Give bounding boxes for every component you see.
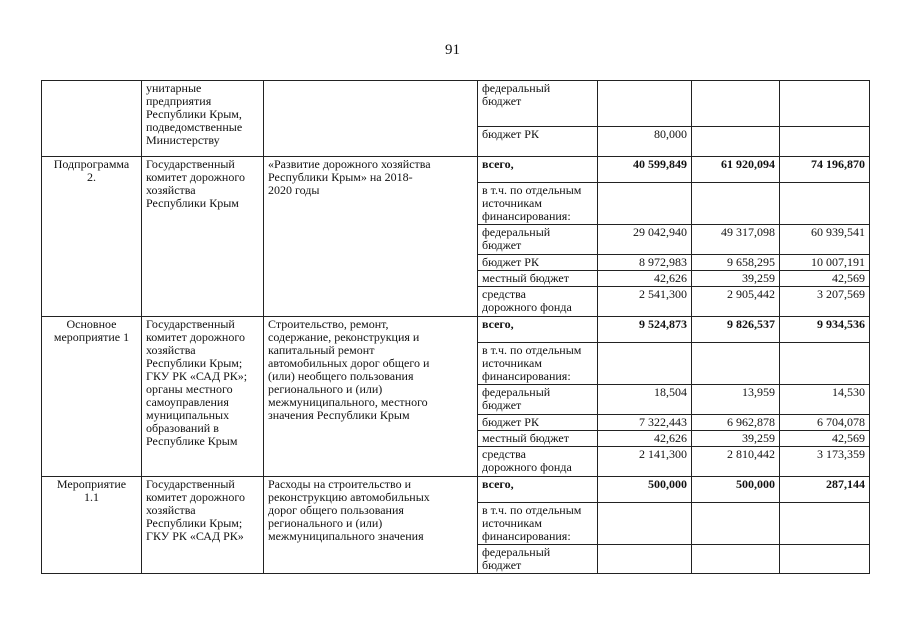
activity-line: (или) необщего пользования [268,369,414,383]
activity-line: межмуниципального значения [268,529,424,543]
executor-line: Республики Крым, [146,107,242,121]
amount-cell-3: 74 196,870 [780,157,870,183]
funding-source-cell [478,287,598,317]
amount-cell-1: 80,000 [598,127,692,157]
funding-source-line: бюджет РК [482,255,539,269]
funding-source-cell [478,157,598,183]
activity-cell [264,157,478,317]
funding-source-line: бюджет РК [482,127,539,141]
executor-line: унитарные [146,81,202,95]
funding-source-cell [478,317,598,343]
activity-line: Республики Крым» на 2018- [268,170,413,184]
program-name-line: 1.1 [84,490,99,504]
executor-line: предприятия [146,94,212,108]
activity-line: регионального и (или) [268,516,383,530]
activity-line: автомобильных дорог общего и [268,356,430,370]
program-name-line: Мероприятие [56,477,127,491]
executor-line: Республики Крым; [146,516,243,530]
activity-line: «Развитие дорожного хозяйства [268,157,431,171]
executor-line: комитет дорожного [146,170,245,184]
amount-cell-3: 9 934,536 [780,317,870,343]
funding-source-line: федеральный [482,81,551,95]
amount-cell-3 [780,503,870,545]
executor-line: хозяйства [146,343,196,357]
funding-source-cell [478,503,598,545]
amount-cell-1 [598,503,692,545]
funding-source-line: федеральный [482,385,551,399]
executor-line: Государственный [146,477,235,491]
program-name-cell [42,477,142,574]
amount-cell-2 [692,183,780,225]
executor-line: Республике Крым [146,434,238,448]
amount-cell-1: 42,626 [598,271,692,287]
activity-line: 2020 годы [268,183,320,197]
funding-source-cell [478,477,598,503]
amount-cell-2: 13,959 [692,385,780,415]
amount-cell-2 [692,545,780,574]
activity-line: содержание, реконструкция и [268,330,420,344]
amount-cell-3: 3 173,359 [780,447,870,477]
amount-cell-3: 42,569 [780,271,870,287]
amount-cell-2: 2 905,442 [692,287,780,317]
executor-line: самоуправления [146,395,229,409]
executor-line: Республики Крым [146,196,239,210]
activity-line: межмуниципального, местного [268,395,428,409]
funding-source-line: всего, [482,317,514,331]
amount-cell-3: 42,569 [780,431,870,447]
amount-cell-3 [780,81,870,127]
amount-cell-2: 61 920,094 [692,157,780,183]
amount-cell-2: 39,259 [692,271,780,287]
funding-source-line: в т.ч. по отдельным [482,503,582,517]
executor-line: хозяйства [146,503,196,517]
funding-source-cell [478,415,598,431]
table-row [42,317,870,343]
funding-source-line: всего, [482,157,514,171]
funding-source-line: дорожного фонда [482,460,572,474]
table-row [42,81,870,127]
amount-cell-2: 9 826,537 [692,317,780,343]
amount-cell-1: 29 042,940 [598,225,692,255]
funding-source-line: местный бюджет [482,271,569,285]
amount-cell-1 [598,183,692,225]
funding-source-line: средства [482,447,527,461]
amount-cell-3 [780,183,870,225]
executor-line: муниципальных [146,408,230,422]
executor-line: ГКУ РК «САД РК»; [146,369,248,383]
page-number: 91 [445,42,460,58]
executor-line: комитет дорожного [146,330,245,344]
amount-cell-1 [598,343,692,385]
amount-cell-2: 2 810,442 [692,447,780,477]
activity-cell [264,81,478,157]
executor-cell [142,317,264,477]
program-name-line: Основное [66,317,117,331]
funding-source-cell [478,183,598,225]
executor-line: Государственный [146,157,235,171]
program-name-cell [42,317,142,477]
amount-cell-1: 2 141,300 [598,447,692,477]
activity-line: дорог общего пользования [268,503,404,517]
amount-cell-3 [780,545,870,574]
funding-source-line: финансирования: [482,369,571,383]
funding-source-line: всего, [482,477,514,491]
amount-cell-1 [598,81,692,127]
amount-cell-1: 40 599,849 [598,157,692,183]
amount-cell-3: 6 704,078 [780,415,870,431]
executor-line: подведомственные [146,120,243,134]
funding-source-cell [478,271,598,287]
executor-line: Министерству [146,133,220,147]
funding-source-cell [478,127,598,157]
funding-source-line: финансирования: [482,529,571,543]
activity-cell [264,317,478,477]
funding-source-line: финансирования: [482,209,571,223]
program-name-line: Подпрограмма [53,157,130,171]
activity-line: Строительство, ремонт, [268,317,389,331]
executor-cell [142,477,264,574]
amount-cell-2 [692,343,780,385]
funding-source-cell [478,385,598,415]
program-name-cell [42,81,142,157]
financing-table [41,80,870,574]
activity-line: регионального и (или) [268,382,383,396]
activity-line: капитальный ремонт [268,343,375,357]
amount-cell-3: 14,530 [780,385,870,415]
amount-cell-2 [692,81,780,127]
executor-cell [142,157,264,317]
amount-cell-3 [780,343,870,385]
program-name-cell [42,157,142,317]
funding-source-line: бюджет РК [482,415,539,429]
amount-cell-2 [692,503,780,545]
activity-line: Расходы на строительство и [268,477,412,491]
funding-source-line: в т.ч. по отдельным [482,183,582,197]
activity-cell [264,477,478,574]
amount-cell-2: 6 962,878 [692,415,780,431]
amount-cell-3: 3 207,569 [780,287,870,317]
amount-cell-2 [692,127,780,157]
amount-cell-1 [598,545,692,574]
funding-source-line: источникам [482,356,542,370]
funding-source-line: в т.ч. по отдельным [482,343,582,357]
amount-cell-3: 60 939,541 [780,225,870,255]
activity-line: реконструкцию автомобильных [268,490,430,504]
executor-line: хозяйства [146,183,196,197]
executor-line: органы местного [146,382,233,396]
funding-source-line: бюджет [482,558,522,572]
funding-source-cell [478,343,598,385]
amount-cell-2: 49 317,098 [692,225,780,255]
executor-line: образований в [146,421,219,435]
funding-source-cell [478,545,598,574]
amount-cell-1: 2 541,300 [598,287,692,317]
executor-line: Государственный [146,317,235,331]
program-name-line: 2. [87,170,96,184]
amount-cell-1: 42,626 [598,431,692,447]
table-row [42,477,870,503]
executor-line: ГКУ РК «САД РК» [146,529,244,543]
funding-source-line: местный бюджет [482,431,569,445]
executor-line: комитет дорожного [146,490,245,504]
executor-cell [142,81,264,157]
funding-source-cell [478,431,598,447]
funding-source-line: бюджет [482,398,522,412]
amount-cell-1: 8 972,983 [598,255,692,271]
funding-source-cell [478,447,598,477]
funding-source-cell [478,81,598,127]
program-name-line: мероприятие 1 [53,330,130,344]
amount-cell-1: 7 322,443 [598,415,692,431]
amount-cell-3: 10 007,191 [780,255,870,271]
table-row [42,157,870,183]
funding-source-cell [478,225,598,255]
funding-source-line: дорожного фонда [482,300,572,314]
amount-cell-3 [780,127,870,157]
funding-source-line: федеральный [482,545,551,559]
funding-source-line: бюджет [482,238,522,252]
amount-cell-3: 287,144 [780,477,870,503]
amount-cell-2: 39,259 [692,431,780,447]
funding-source-line: федеральный [482,225,551,239]
amount-cell-2: 500,000 [692,477,780,503]
activity-line: значения Республики Крым [268,408,410,422]
executor-line: Республики Крым; [146,356,243,370]
funding-source-cell [478,255,598,271]
table-body [42,81,870,574]
funding-source-line: средства [482,287,527,301]
amount-cell-1: 9 524,873 [598,317,692,343]
funding-source-line: источникам [482,516,542,530]
amount-cell-1: 18,504 [598,385,692,415]
funding-source-line: бюджет [482,94,522,108]
funding-source-line: источникам [482,196,542,210]
amount-cell-2: 9 658,295 [692,255,780,271]
amount-cell-1: 500,000 [598,477,692,503]
